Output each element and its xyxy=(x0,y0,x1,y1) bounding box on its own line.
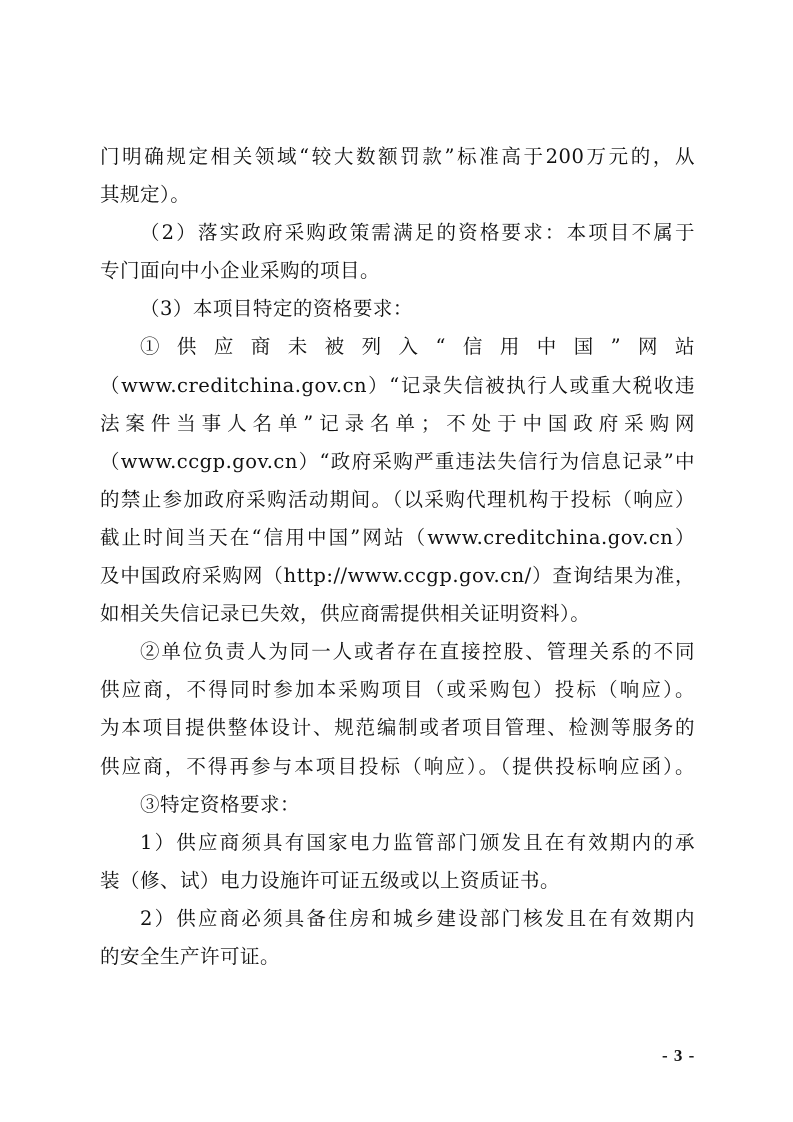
text-line: 门明确规定相关领域“较大数额罚款”标准高于200万元的，从 xyxy=(100,145,695,168)
text-line: （2）落实政府采购政策需满足的资格要求：本项目不属于 xyxy=(140,221,695,245)
text-line: （www.ccgp.gov.cn）“政府采购严重违法失信行为信息记录”中 xyxy=(100,449,695,473)
page-number: - 3 - xyxy=(662,1046,696,1065)
body-text xyxy=(100,138,695,976)
text-line: 如相关失信记录已失效，供应商需提供相关证明资料）。 xyxy=(100,602,591,626)
text-line: 其规定）。 xyxy=(100,183,191,207)
text-line: 法案件当事人名单”记录名单；不处于中国政府采购网 xyxy=(100,411,695,435)
text-line: 2）供应商必须具备住房和城乡建设部门核发且在有效期内 xyxy=(140,906,695,930)
text-line: 装（修、试）电力设施许可证五级或以上资质证书。 xyxy=(100,868,561,892)
text-line: 截止时间当天在“信用中国”网站（www.creditchina.gov.cn） xyxy=(100,525,695,549)
text-line: 供应商，不得同时参加本采购项目（或采购包）投标（响应）。 xyxy=(100,678,695,702)
text-line: 的禁止参加政府采购活动期间。（以采购代理机构于投标（响应） xyxy=(100,487,695,511)
text-line: （www.creditchina.gov.cn）“记录失信被执行人或重大税收违 xyxy=(100,373,695,397)
text-line: 1）供应商须具有国家电力监管部门颁发且在有效期内的承 xyxy=(140,830,695,854)
text-line: ①供应商未被列入“信用中国”网站 xyxy=(140,335,695,359)
text-line: 及中国政府采购网（http://www.ccgp.gov.cn/）查询结果为准， xyxy=(100,564,695,588)
text-line: 为本项目提供整体设计、规范编制或者项目管理、检测等服务的 xyxy=(100,716,695,740)
text-line: ②单位负责人为同一人或者存在直接控股、管理关系的不同 xyxy=(140,640,695,664)
section-heading: （3）本项目特定的资格要求： xyxy=(140,297,413,321)
text-line: 供应商，不得再参与本项目投标（响应）。（提供投标响应函）。 xyxy=(100,754,695,778)
text-line: 的安全生产许可证。 xyxy=(100,944,281,968)
section-heading: ③特定资格要求： xyxy=(140,792,301,816)
text-line: 专门面向中小企业采购的项目。 xyxy=(100,259,381,283)
